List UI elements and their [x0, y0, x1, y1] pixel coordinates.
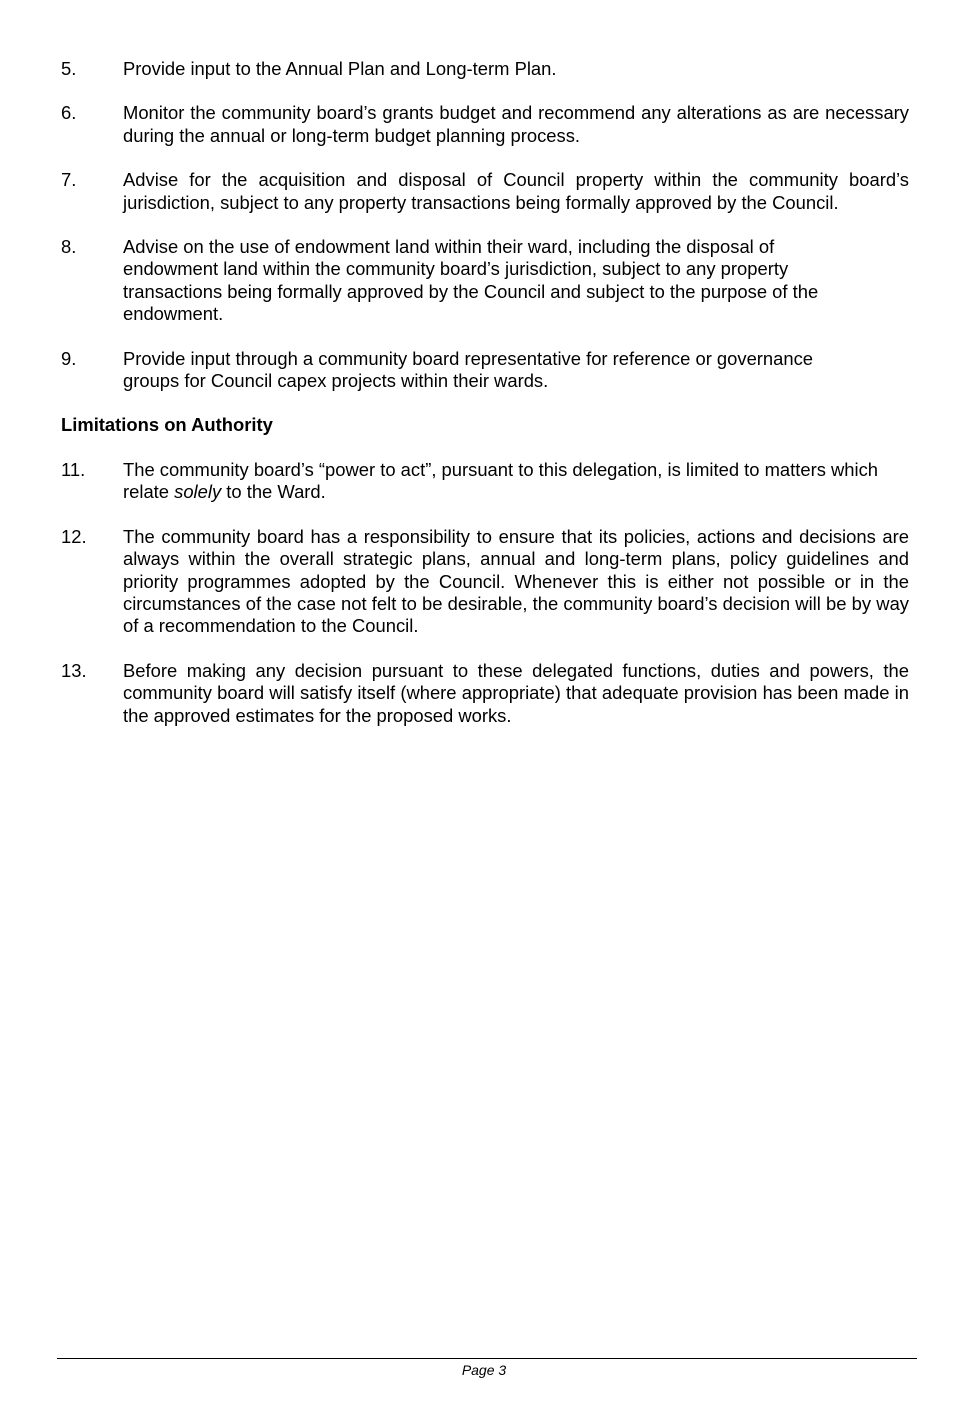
item-text-emphasis: solely	[174, 481, 222, 503]
item-number: 6.	[61, 102, 77, 124]
list-item-8	[61, 236, 909, 326]
item-text-part: to the Ward.	[221, 481, 326, 503]
footer-divider	[57, 1358, 917, 1359]
item-text: Advise on the use of endowment land within their ward, including the disposal of endowment land within the community board’s jurisdiction, subject to any property transactions being formally approved by the Council and subject to the purpose of the endowment.	[123, 236, 819, 325]
list-item-7	[61, 169, 909, 214]
item-text: Provide input through a community board representative for reference or governance groups for Council capex projects within their wards.	[123, 347, 814, 392]
item-number: 9.	[61, 347, 77, 369]
item-text: Monitor the community board’s grants budget and recommend any alterations as are necessary during the annual or long-term budget planning process.	[123, 102, 909, 146]
item-number: 5.	[61, 58, 77, 79]
item-number: 11.	[61, 458, 86, 480]
item-text-part: The community board’s “power to act”, pursuant to this delegation, is limited to matters which relate	[123, 458, 879, 503]
list-item-13	[61, 660, 909, 727]
item-text: Advise for the acquisition and disposal of Council property within the community board’s jurisdiction, subject to any property transactions being formally approved by the Council.	[123, 169, 909, 213]
list-item-12	[61, 526, 909, 638]
page-number: Page 3	[461, 1362, 507, 1378]
item-text: Provide input to the Annual Plan and Long-term Plan.	[123, 58, 557, 79]
list-item-6	[61, 102, 909, 147]
item-text: Before making any decision pursuant to these delegated functions, duties and powers, the community board will satisfy itself (where appropriate) that adequate provision has been made in the approved estimates for the proposed works.	[123, 659, 909, 726]
list-item-9	[61, 348, 909, 393]
list-item-11	[61, 459, 909, 504]
list-item-5	[61, 58, 909, 80]
item-number: 13.	[61, 659, 87, 681]
section-heading: Limitations on Authority	[61, 414, 273, 436]
item-number: 12.	[61, 525, 87, 547]
item-text	[123, 459, 909, 504]
item-text: The community board has a responsibility to ensure that its policies, actions and decisions are always within the overall strategic plans, annual and long-term plans, policy guidelines and priority programmes adopted by the Council. Whenever this is either not possible or in the circumstances of the case not felt to be desirable, the community board’s decision will be by way of a recommendation to the Council.	[123, 525, 909, 637]
item-number: 8.	[61, 236, 77, 258]
document-body	[61, 58, 909, 749]
item-number: 7.	[61, 169, 77, 191]
